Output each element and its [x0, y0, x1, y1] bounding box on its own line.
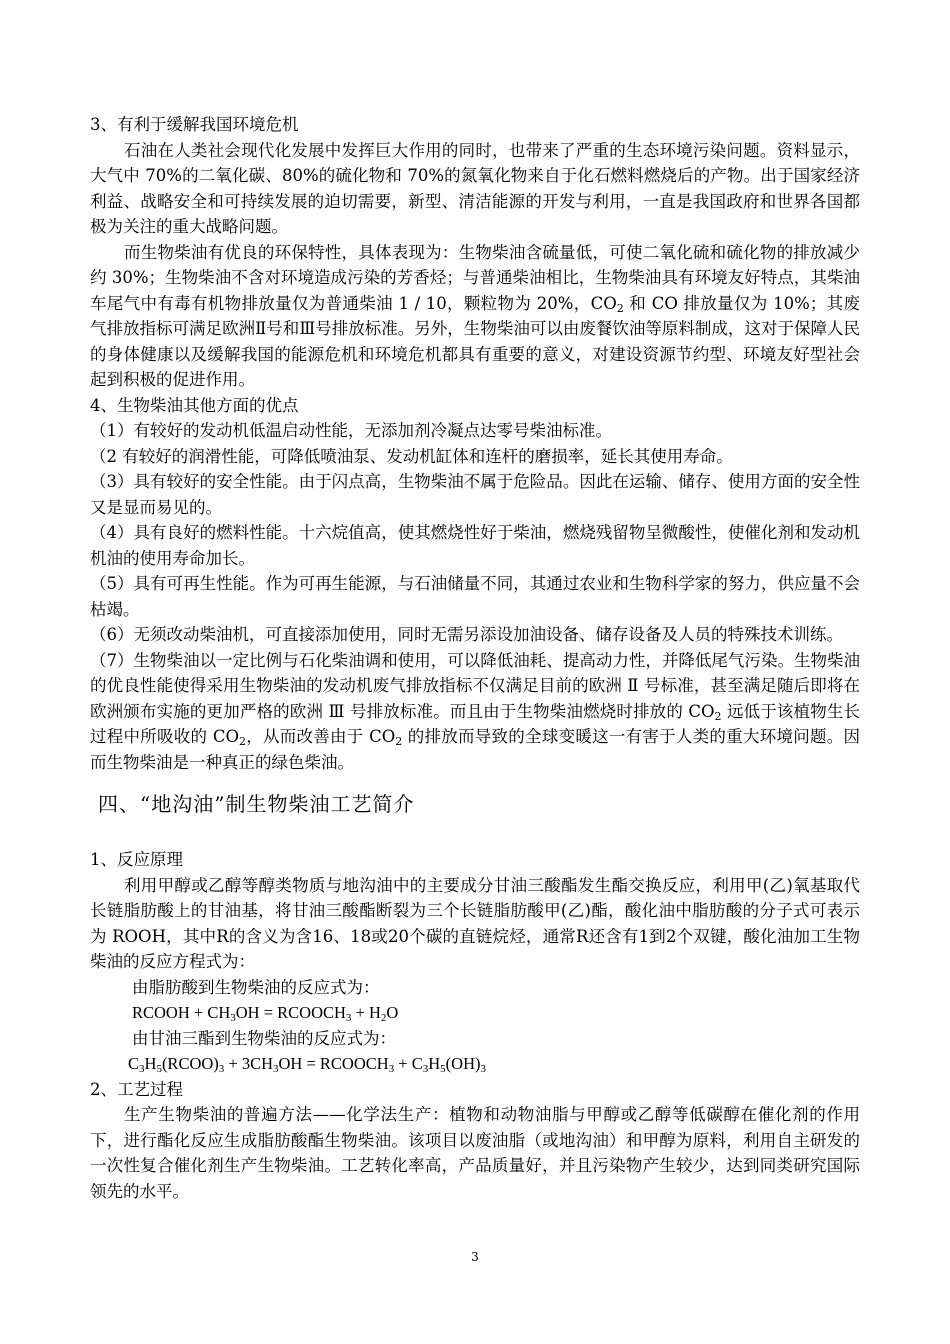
section-3-heading: 3、有利于缓解我国环境危机 [90, 115, 299, 134]
reaction-heading: 1、反应原理 [90, 850, 183, 869]
list-item: （2 有较好的润滑性能，可降低喷油泵、发动机缸体和连杆的磨损率，延长其使用寿命。 [90, 446, 733, 466]
document-page [90, 112, 860, 1204]
list-item: （7）生物柴油以一定比例与石化柴油调和使用，可以降低油耗、提高动力性，并降低尾气污染。生物柴油的优良性能使得采用生物柴油的发动机废气排放指标不仅满足目前的欧洲 Ⅱ 号标准，甚至满足随后即将在欧洲颁布实施的更加严格的欧洲 Ⅲ 号排放标准。而且由于生物柴油燃烧时排放的 $CO_2$ 远低于该植物生长过程中所吸收的 $CO_2$，从而改善由于 $CO_2$ 的排放而导致的全球变暖这一有害于人类的重大环境问题。因而生物柴油是一种真正的绿色柴油。 [90, 650, 860, 772]
paragraph: 石油在人类社会现代化发展中发挥巨大作用的同时，也带来了严重的生态环境污染问题。资料显示，大气中 70%的二氧化碳、80%的硫化物和 70%的氮氧化物来自于化石燃料燃烧后的产物。出于国家经济利益、战略安全和可持续发展的迫切需要，新型、清洁能源的开发与利用，一直是我国政府和世界各国都极为关注的重大战略问题。 [90, 140, 860, 236]
paragraph: 利用甲醇或乙醇等醇类物质与地沟油中的主要成分甘油三酸酯发生酯交换反应，利用甲(乙)氧基取代长链脂肪酸上的甘油基，将甘油三酸酯断裂为三个长链脂肪酸甲(乙)酯，酸化油中脂肪酸的分子式可表示为 ROOH，其中R的含义为含16、18或20个碳的直链烷烃，通常R还含有1到2个双键，酸化油加工生物柴油的反应方程式为： [90, 875, 860, 971]
paragraph: 而生物柴油有优良的环保特性，具体表现为：生物柴油含硫量低，可使二氧化硫和硫化物的排放减少约 30%；生物柴油不含对环境造成污染的芳香烃；与普通柴油相比，生物柴油具有环境友好特点，其柴油车尾气中有毒有机物排放量仅为普通柴油 1 / 10，颗粒物为 20%，$CO_2$ 和 CO 排放量仅为 10%；其废气排放指标可满足欧洲Ⅱ号和Ⅲ号排放标准。另外，生物柴油可以由废餐饮油等原料制成，这对于保障人民的身体健康以及缓解我国的能源危机和环境危机都具有重要的意义，对建设资源节约型、环境友好型社会起到积极的促进作用。 [90, 242, 860, 389]
list-item: （4）具有良好的燃料性能。十六烷值高，使其燃烧性好于柴油，燃烧残留物呈微酸性，使催化剂和发动机机油的使用寿命加长。 [90, 523, 860, 568]
equation-label: 由甘油三酯到生物柴油的反应式为： [132, 1028, 396, 1048]
equation-triglyceride: $C_3H_5(RCOO)_3 + 3CH_3OH$ = $RCOOCH_3 + C_3H_5(OH)_3$ [128, 1054, 486, 1075]
process-heading: 2、工艺过程 [90, 1079, 183, 1099]
paragraph: 生产生物柴油的普遍方法——化学法生产：植物和动物油脂与甲醇或乙醇等低碳醇在催化剂的作用下，进行酯化反应生成脂肪酸酯生物柴油。该项目以废油脂（或地沟油）和甲醇为原料，利用自主研发的一次性复合催化剂生产生物柴油。工艺转化率高，产品质量好，并且污染物产生较少，达到同类研究国际领先的水平。 [90, 1105, 860, 1201]
chapter-title: 四、“地沟油”制生物柴油工艺简介 [98, 792, 415, 816]
list-item: （3）具有较好的安全性能。由于闪点高，生物柴油不属于危险品。因此在运输、储存、使用方面的安全性又是显而易见的。 [90, 472, 860, 517]
equation-fatty-acid: RCOOH + $CH_3OH$ = $RCOOCH_3 + H_2O$ [132, 1003, 399, 1024]
section-4-heading: 4、生物柴油其他方面的优点 [90, 395, 299, 415]
equation-label: 由脂肪酸到生物柴油的反应式为： [132, 977, 380, 997]
list-item: （5）具有可再生性能。作为可再生能源，与石油储量不同，其通过农业和生物科学家的努力，供应量不会枯竭。 [90, 574, 860, 619]
list-item: （1）有较好的发动机低温启动性能，无添加剂冷凝点达零号柴油标准。 [90, 421, 612, 440]
page-number: 3 [471, 1250, 479, 1264]
list-item: （6）无须改动柴油机，可直接添加使用，同时无需另添设加油设备、储存设备及人员的特殊技术训练。 [90, 625, 843, 644]
